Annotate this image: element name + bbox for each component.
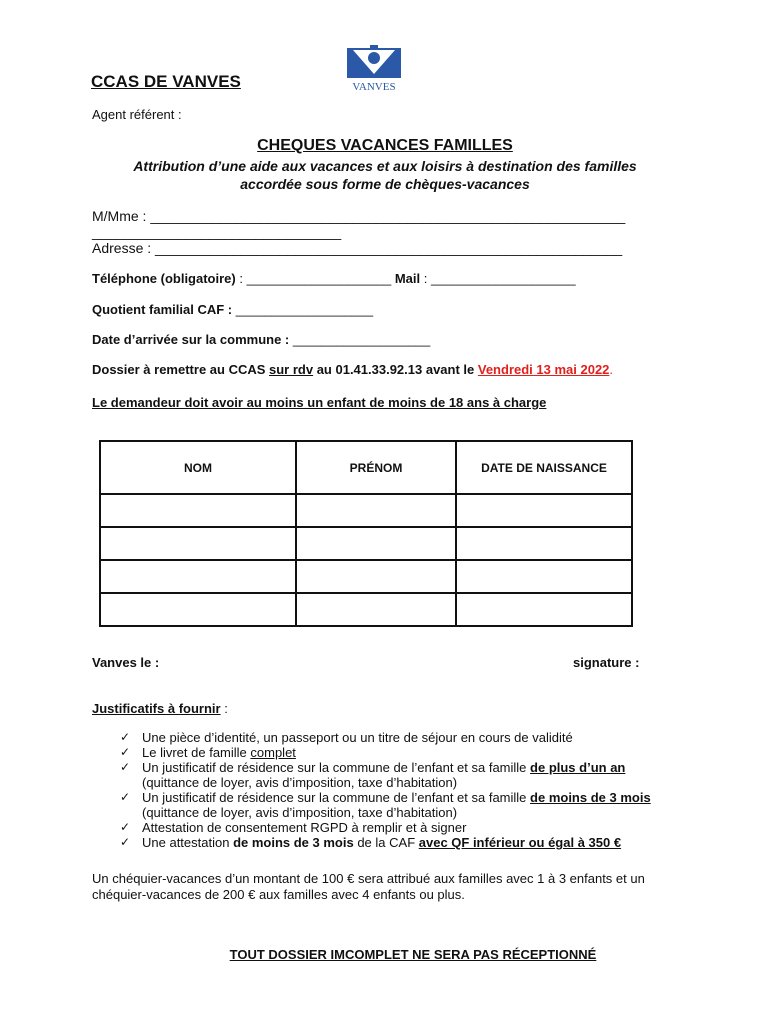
children-table	[99, 440, 633, 627]
item-text: Un justificatif de résidence sur la commune de l’enfant et sa famille	[142, 790, 531, 805]
table-row	[100, 560, 632, 593]
checkmark-icon: ✓	[120, 820, 131, 834]
justificatifs-colon: :	[220, 701, 228, 716]
info-line-2: chéquier-vacances de 200 € aux familles avec 4 enfants ou plus.	[92, 887, 465, 902]
mail-label: Mail	[394, 271, 421, 286]
item-text: Attestation de consentement RGPD à remplir et à signer	[142, 820, 467, 835]
table-cell[interactable]	[456, 593, 632, 626]
address-blank[interactable]: ____________________________________________________________	[155, 240, 623, 256]
footer-warning: TOUT DOSSIER IMCOMPLET NE SERA PAS RÉCEPTIONNÉ	[229, 947, 597, 962]
checkmark-icon: ✓	[120, 790, 131, 804]
arrival-row	[92, 332, 430, 347]
table-cell[interactable]	[296, 560, 456, 593]
table-cell[interactable]	[100, 560, 296, 593]
subtitle-line-1: Attribution d’une aide aux vacances et aux loisirs à destination des familles	[133, 158, 637, 174]
table-cell[interactable]	[296, 593, 456, 626]
table-row	[100, 494, 632, 527]
name-label: M/Mme :	[92, 208, 147, 224]
info-line-1: Un chéquier-vacances d’un montant de 100 € sera attribué aux familles avec 1 à 3 enfants et un	[92, 871, 645, 886]
table-row	[100, 527, 632, 560]
item-text: Une pièce d’identité, un passeport ou un titre de séjour en cours de validité	[142, 730, 573, 745]
agent-referent-label: Agent référent :	[92, 107, 182, 122]
table-cell[interactable]	[100, 494, 296, 527]
logo-text: VANVES	[352, 81, 396, 93]
table-cell[interactable]	[100, 593, 296, 626]
requirement-text: Le demandeur doit avoir au moins un enfant de moins de 18 ans à charge	[92, 395, 547, 410]
qf-label: Quotient familial CAF :	[92, 302, 233, 317]
list-item	[120, 820, 720, 835]
address-label: Adresse :	[92, 240, 152, 256]
list-item	[120, 835, 720, 850]
phone-blank[interactable]: : ____________________	[239, 271, 392, 286]
table-cell[interactable]	[456, 494, 632, 527]
subtitle-line-2: accordée sous forme de chèques-vacances	[240, 176, 530, 192]
dossier-instructions	[92, 362, 613, 377]
table-cell[interactable]	[456, 527, 632, 560]
checkmark-icon: ✓	[120, 835, 131, 849]
table-cell[interactable]	[296, 527, 456, 560]
form-title: CHEQUES VACANCES FAMILLES	[257, 137, 513, 154]
checkmark-icon: ✓	[120, 745, 131, 759]
justificatifs-title: Justificatifs à fournir	[92, 701, 221, 716]
checkmark-icon: ✓	[120, 760, 131, 774]
organization-title: CCAS DE VANVES	[91, 72, 241, 91]
header-nom: NOM	[100, 441, 296, 494]
dossier-text-2: au 01.41.33.92.13 avant le	[313, 362, 478, 377]
item-emphasis: avec QF inférieur ou égal à 350 €	[418, 835, 622, 850]
item-detail: (quittance de loyer, avis d’imposition, taxe d’habitation)	[142, 775, 458, 790]
mail-blank[interactable]: : ____________________	[423, 271, 576, 286]
phone-label: Téléphone (obligatoire)	[92, 271, 236, 286]
dossier-period: .	[609, 362, 614, 377]
phone-mail-row	[92, 271, 576, 286]
list-item	[120, 745, 720, 760]
address-field[interactable]	[92, 240, 622, 256]
table-row	[100, 593, 632, 626]
name-field[interactable]	[92, 208, 625, 224]
table-header-row	[100, 441, 632, 494]
item-text: Une attestation	[142, 835, 234, 850]
item-text: de la CAF	[353, 835, 419, 850]
dossier-deadline: Vendredi 13 mai 2022	[477, 362, 610, 377]
info-paragraph	[92, 871, 712, 903]
signature-label: signature :	[573, 655, 640, 670]
vanves-le-label: Vanves le :	[92, 655, 160, 670]
list-item	[120, 730, 720, 745]
arrival-blank[interactable]: ___________________	[292, 332, 431, 347]
table-cell[interactable]	[296, 494, 456, 527]
dossier-rdv: sur rdv	[269, 362, 314, 377]
qf-row	[92, 302, 373, 317]
form-subtitle	[95, 157, 675, 193]
checkmark-icon: ✓	[120, 730, 131, 744]
vanves-logo	[343, 44, 405, 94]
justificatifs-heading	[92, 701, 228, 716]
header-prenom: PRÉNOM	[296, 441, 456, 494]
header-date-naissance: DATE DE NAISSANCE	[456, 441, 632, 494]
item-text: Le livret de famille	[142, 745, 251, 760]
justificatifs-list	[120, 730, 720, 850]
item-emphasis: de plus d’un an	[530, 760, 626, 775]
table-cell[interactable]	[100, 527, 296, 560]
arrival-label: Date d’arrivée sur la commune :	[92, 332, 290, 347]
name-blank[interactable]: _____________________________________________________________	[150, 208, 626, 224]
table-cell[interactable]	[456, 560, 632, 593]
item-emphasis: de moins de 3 mois	[233, 835, 354, 850]
item-emphasis: complet	[250, 745, 296, 760]
list-item	[120, 790, 720, 820]
item-emphasis: de moins de 3 mois	[530, 790, 651, 805]
item-detail: (quittance de loyer, avis d’imposition, taxe d’habitation)	[142, 805, 458, 820]
dossier-text-1: Dossier à remettre au CCAS	[92, 362, 270, 377]
qf-blank[interactable]: ___________________	[235, 302, 374, 317]
name-blank-continuation[interactable]: ________________________________	[92, 224, 342, 240]
list-item	[120, 760, 720, 790]
item-text: Un justificatif de résidence sur la commune de l’enfant et sa famille	[142, 760, 531, 775]
